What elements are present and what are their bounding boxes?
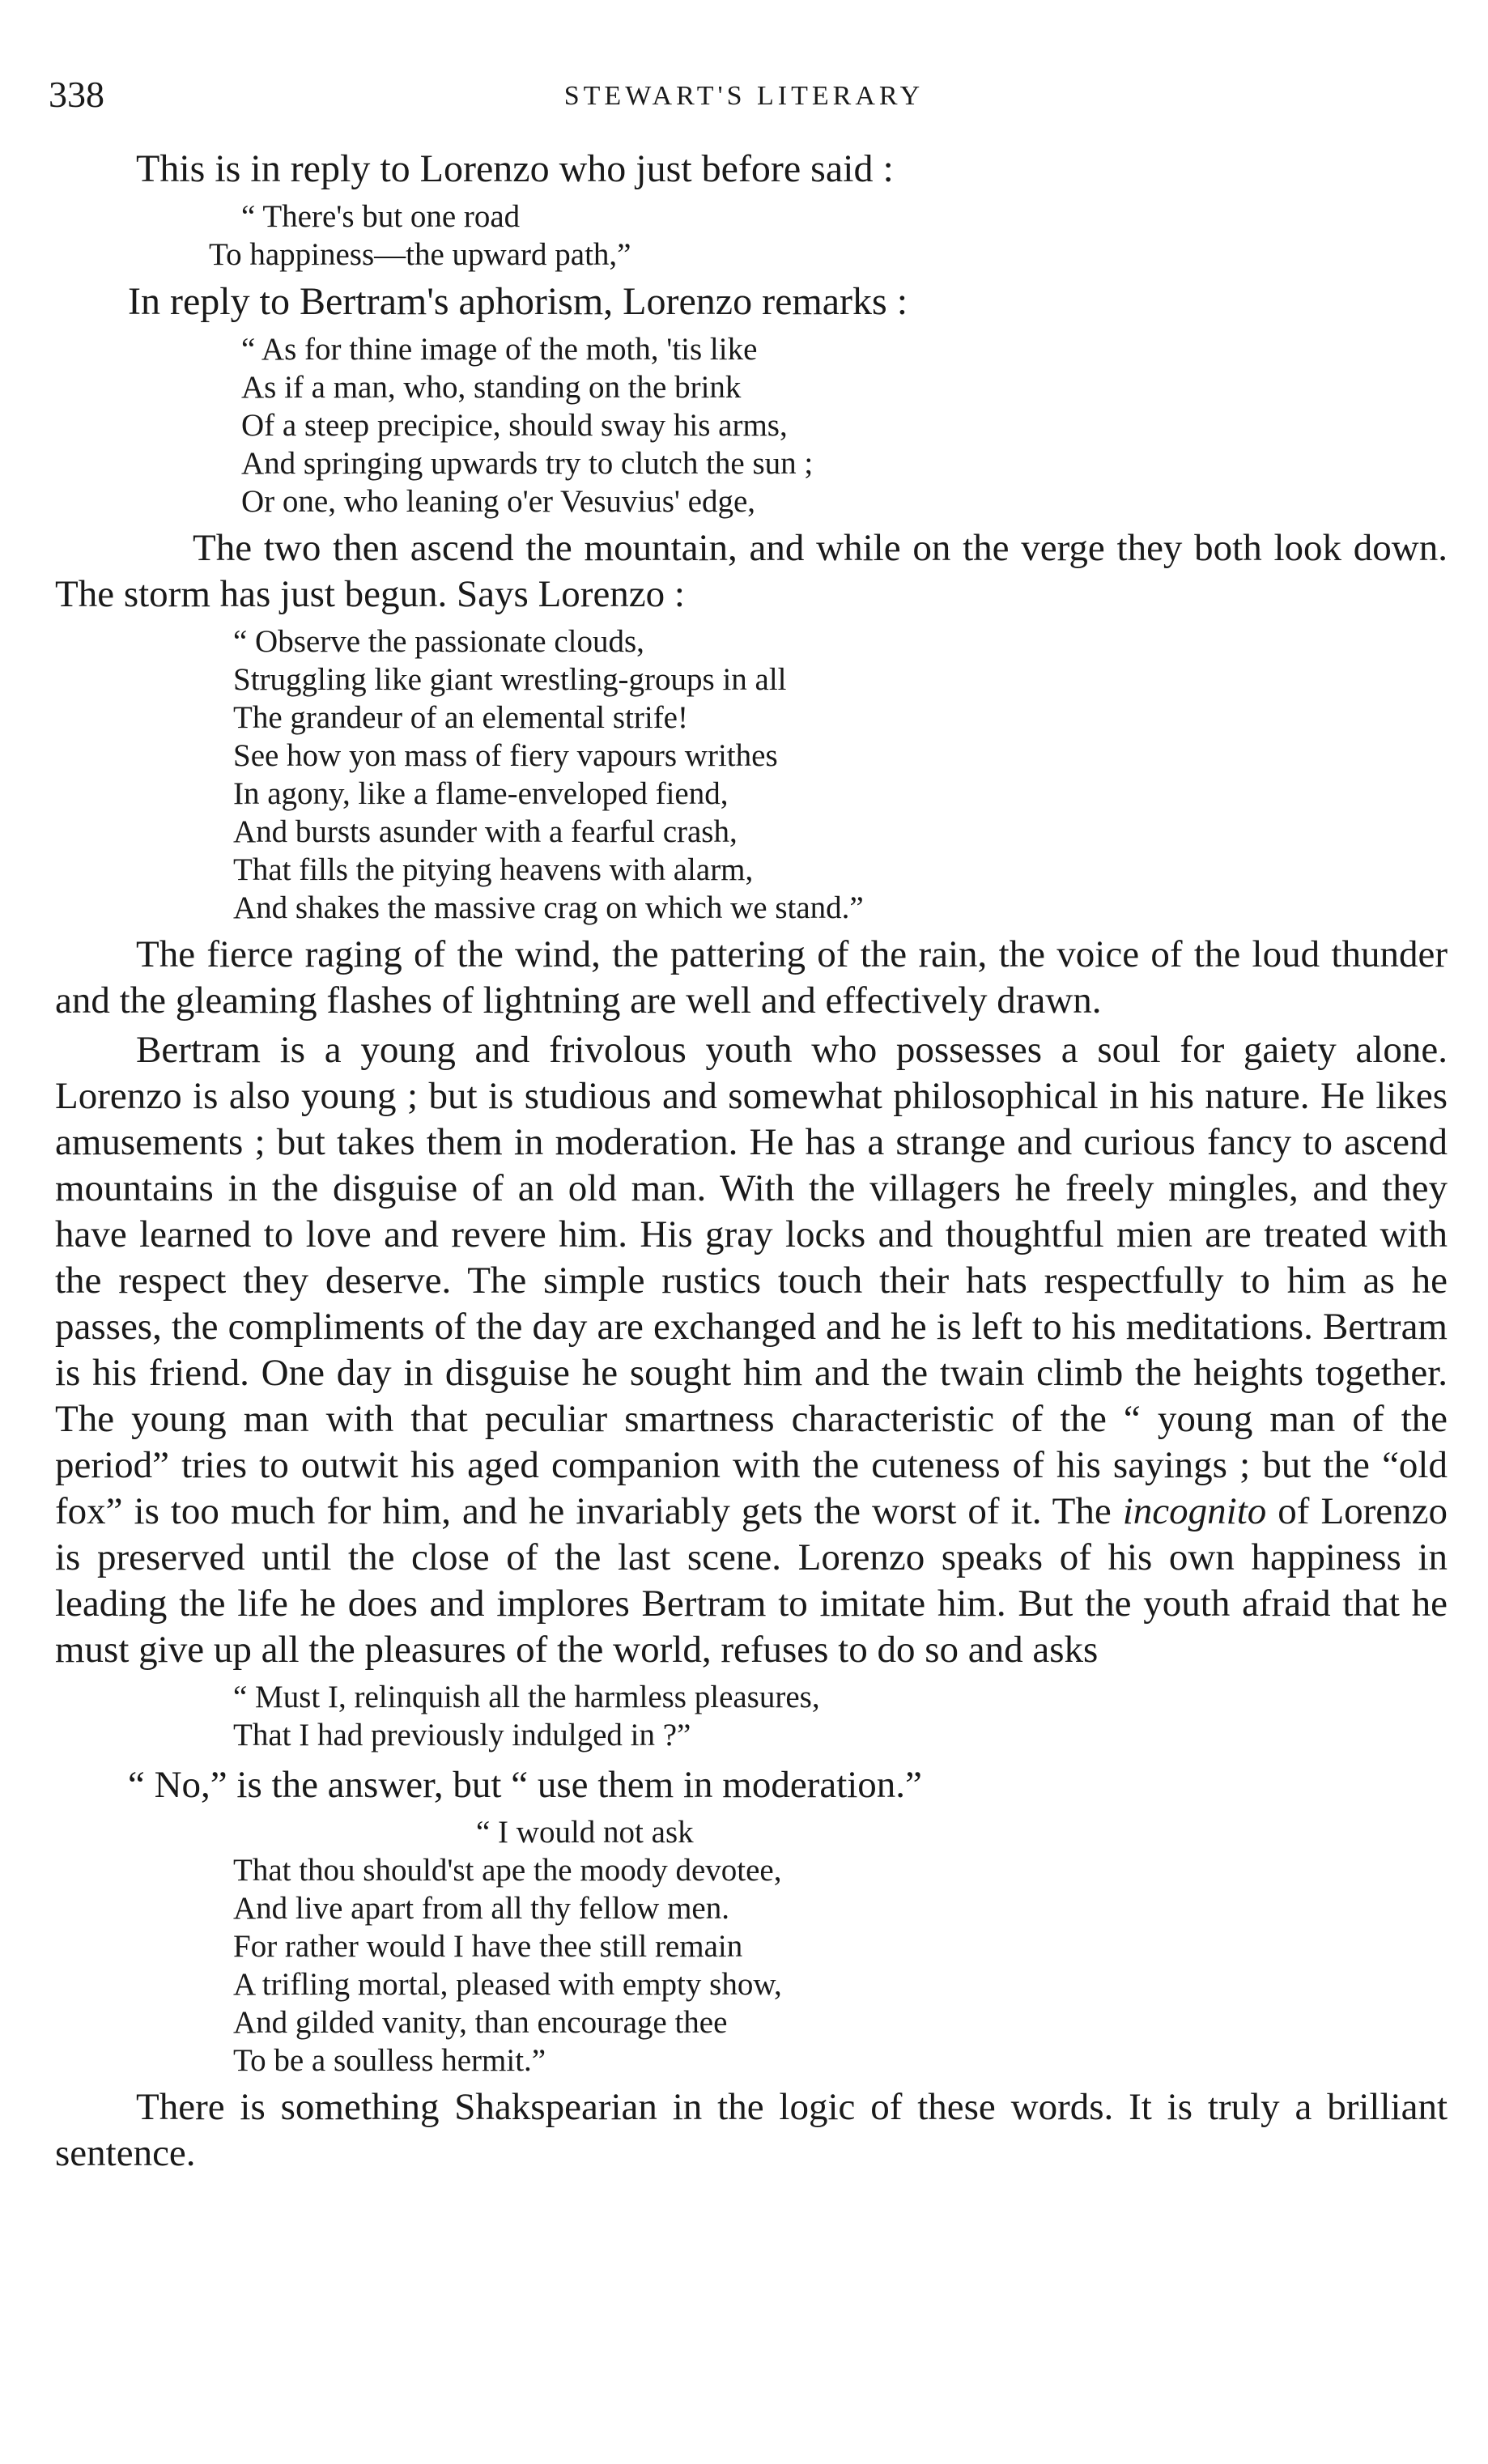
paragraph-reply-intro: This is in reply to Lorenzo who just before said : <box>136 147 894 190</box>
paragraph-text: of Lorenzo is preserved until the close of the last scene. Lorenzo speaks of his own happiness in leading the life he does and implores Bertram to imitate him. But the youth afraid that he must give up all the pleasures of the world, refuses to do so and asks <box>55 1490 1448 1671</box>
verse-line: That I had previously indulged in ?” <box>233 1718 691 1752</box>
running-head: STEWART'S LITERARY <box>563 81 925 111</box>
verse-moth <box>241 330 1423 520</box>
page-content <box>55 146 1448 2180</box>
verse-line: “ As for thine image of the moth, 'tis like <box>241 332 758 367</box>
verse-line: “ Must I, relinquish all the harmless pleasures, <box>233 1680 820 1714</box>
verse-line: For rather would I have thee still remain <box>233 1929 743 1964</box>
italic-word: incognito <box>1122 1490 1267 1532</box>
verse-line: See how yon mass of fiery vapours writhes <box>233 738 778 773</box>
verse-line: And live apart from all thy fellow men. <box>233 1891 729 1926</box>
verse-line: The grandeur of an elemental strife! <box>233 700 688 735</box>
paragraph-shakspearian: There is something Shakspearian in the logic of these words. It is truly a brilliant sentence. <box>55 2086 1448 2174</box>
verse-line: “ I would not ask <box>476 1815 694 1850</box>
verse-line: And bursts asunder with a fearful crash, <box>233 814 738 849</box>
verse-line: That fills the pitying heavens with alarm, <box>233 852 754 887</box>
verse-line: “ There's but one road <box>241 199 521 234</box>
paragraph-text: Bertram is a young and frivolous youth who possesses a soul for gaiety alone. Lorenzo is also young ; but is studious and somewhat philosophical in his nature. He likes amusements ; but takes them in moderation. He has a strange and curious fancy to ascend mountains in the disguise of an old man. With the villagers he freely mingles, and they have learned to love and revere him. His gray locks and thoughtful mien are treated with the respect they deserve. The simple rustics touch their hats respectfully to him as he passes, the compliments of the day are exchanged and he is left to his meditations. Bertram is his friend. One day in disguise he sought him and the twain climb the heights together. The young man with that peculiar smartness characteristic of the “ young man of the period” tries to outwit his aged companion with the cuteness of his sayings ; but the “old fox” is too much for him, and he invariably gets the worst of it. The <box>55 1029 1448 1532</box>
verse-line: That thou should'st ape the moody devotee, <box>233 1853 782 1888</box>
verse-line: A trifling mortal, pleased with empty show, <box>233 1967 782 2002</box>
verse-line: To happiness—the upward path,” <box>209 237 631 272</box>
verse-clouds <box>233 622 1423 927</box>
verse-line: And gilded vanity, than encourage thee <box>233 2005 728 2040</box>
paragraph-bertram-reply: In reply to Bertram's aphorism, Lorenzo remarks : <box>128 280 908 323</box>
verse-line: And springing upwards try to clutch the sun ; <box>241 446 814 481</box>
verse-relinquish <box>233 1678 1423 1754</box>
verse-line: And shakes the massive crag on which we stand.” <box>233 890 864 925</box>
verse-hermit <box>233 1813 1423 2080</box>
verse-line: “ Observe the passionate clouds, <box>233 624 644 659</box>
verse-line: Of a steep precipice, should sway his arms, <box>241 408 788 443</box>
verse-line: As if a man, who, standing on the brink <box>241 370 742 405</box>
paragraph-bertram-lorenzo <box>55 1027 1448 1673</box>
paragraph-storm: The fierce raging of the wind, the pattering of the rain, the voice of the loud thunder and the gleaming flashes of lightning are well and effectively drawn. <box>55 933 1448 1022</box>
verse-line: To be a soulless hermit.” <box>233 2043 546 2078</box>
verse-line: In agony, like a flame-enveloped fiend, <box>233 776 729 811</box>
paragraph-answer: “ No,” is the answer, but “ use them in moderation.” <box>128 1764 922 1806</box>
page-header <box>0 0 1488 121</box>
verse-upward-path <box>209 198 1423 274</box>
paragraph-ascend: The two then ascend the mountain, and while on the verge they both look down. The storm has just begun. Says Lorenzo : <box>55 527 1448 615</box>
page-number: 338 <box>49 74 104 115</box>
verse-line: Struggling like giant wrestling-groups in all <box>233 662 787 697</box>
verse-line: Or one, who leaning o'er Vesuvius' edge, <box>241 484 756 519</box>
